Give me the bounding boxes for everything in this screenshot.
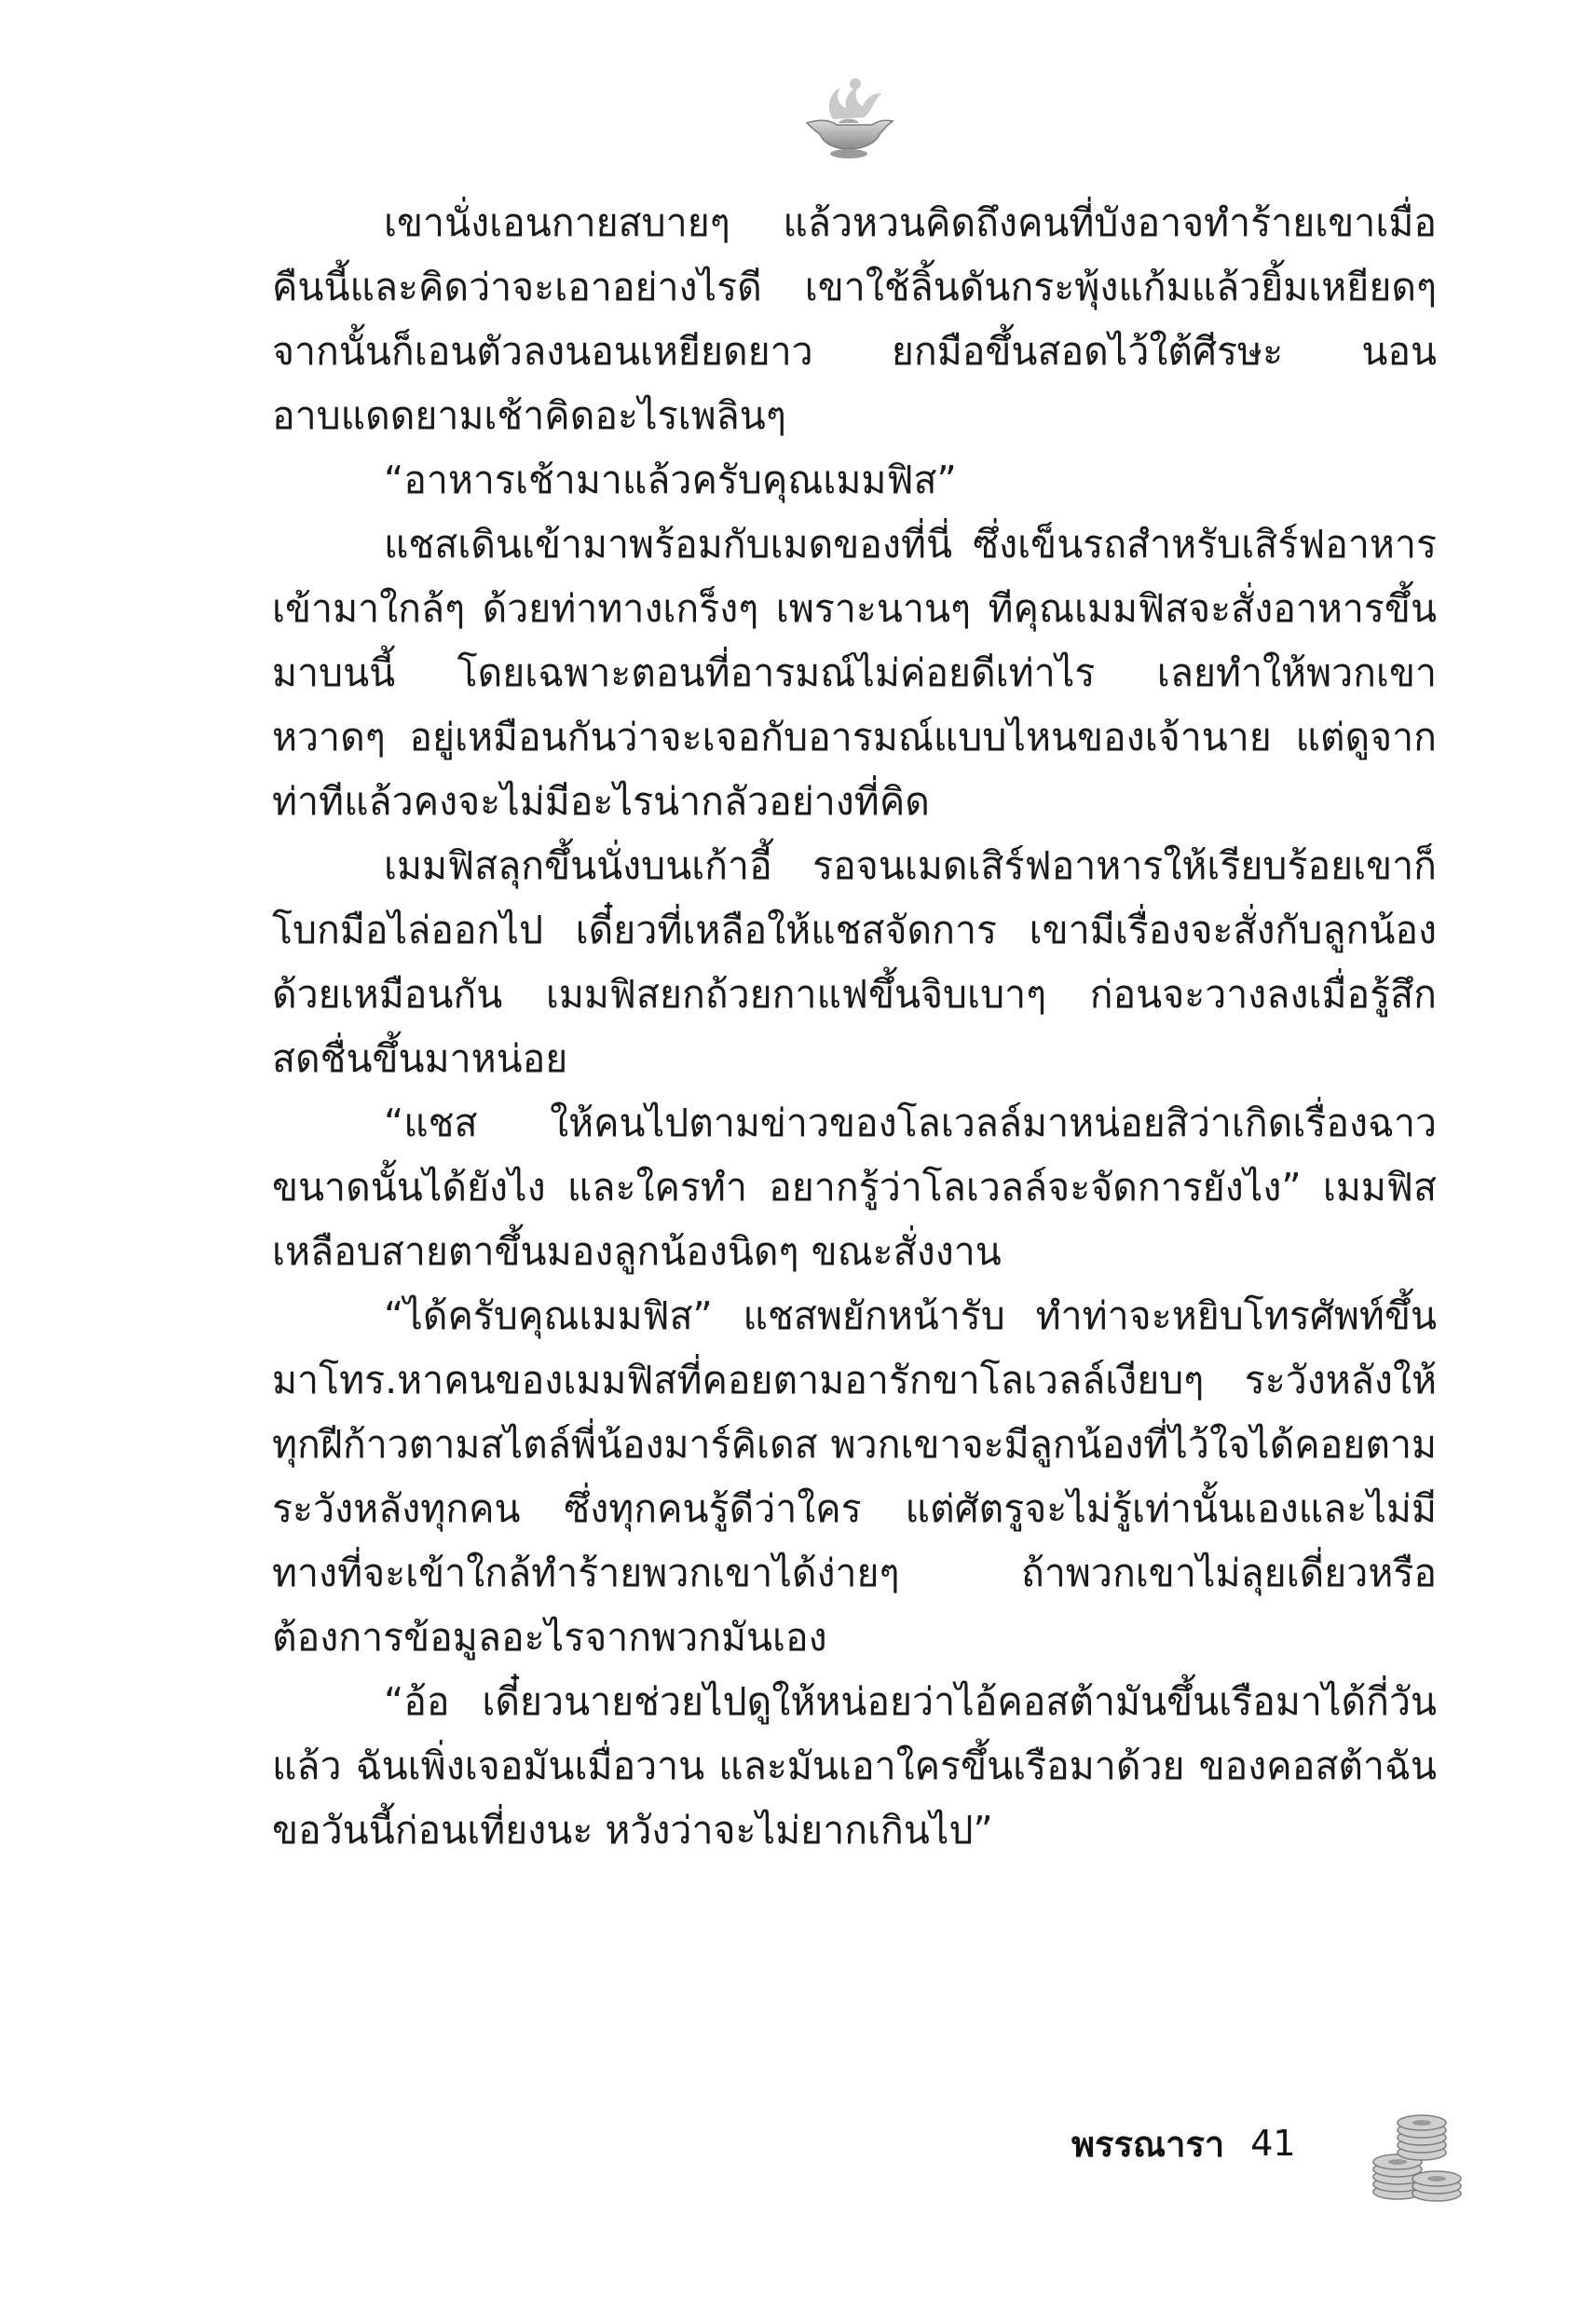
paragraph: “อาหารเช้ามาแล้วครับคุณเมมฟิส” xyxy=(384,458,957,502)
body-text xyxy=(272,191,1437,1863)
paragraph: “ได้ครับคุณเมมฟิส” แชสพยักหน้ารับ ทำท่าจะหยิบโทรศัพท์ขึ้นมาโทร.หาคนของเมมฟิสที่คอยตามอารักขาโลเวลล์เงียบๆ ระวังหลังให้ทุกฝีก้าวตามสไตล์พี่น้องมาร์คิเดส พวกเขาจะมีลูกน้องที่ไว้ใจได้คอยตามระวังหลังทุกคน ซึ่งทุกคนรู้ดีว่าใคร แต่ศัตรูจะไม่รู้เท่านั้นเองและไม่มีทางที่จะเข้าใกล้ทำร้ายพวกเขาได้ง่ายๆ ถ้าพวกเขาไม่ลุยเดี่ยวหรือต้องการข้อมูลอะไรจากพวกมันเอง xyxy=(272,1293,1437,1660)
paragraph: “แชส ให้คนไปตามข่าวของโลเวลล์มาหน่อยสิว่าเกิดเรื่องฉาวขนาดนั้นได้ยังไง และใครทำ อยากรู้ว่าโลเวลล์จะจัดการยังไง” เมมฟิสเหลือบสายตาขึ้นมองลูกน้องนิดๆ ขณะสั่งงาน xyxy=(272,1101,1437,1274)
casino-chips-icon xyxy=(1360,2106,1472,2208)
paragraph: แชสเดินเข้ามาพร้อมกับเมดของที่นี่ ซึ่งเข็นรถสำหรับเสิร์ฟอาหารเข้ามาใกล้ๆ ด้วยท่าทางเกร็งๆ เพราะนานๆ ทีคุณเมมฟิสจะสั่งอาหารขึ้นมาบนนี้ โดยเฉพาะตอนที่อารมณ์ไม่ค่อยดีเท่าไร เลยทำให้พวกเขาหวาดๆ อยู่เหมือนกันว่าจะเจอกับอารมณ์แบบไหนของเจ้านาย แต่ดูจากท่าทีแล้วคงจะไม่มีอะไรน่ากลัวอย่างที่คิด xyxy=(272,522,1437,824)
paragraph: เขานั่งเอนกายสบายๆ แล้วหวนคิดถึงคนที่บังอาจทำร้ายเขาเมื่อคืนนี้และคิดว่าจะเอาอย่างไรดี เขาใช้ลิ้นดันกระพุ้งแก้มแล้วยิ้มเหยียดๆ จากนั้นก็เอนตัวลงนอนเหยียดยาว ยกมือขึ้นสอดไว้ใต้ศีรษะ นอนอาบแดดยามเช้าคิดอะไรเพลินๆ xyxy=(272,200,1437,438)
author-name: พรรณารา xyxy=(1071,2123,1225,2165)
paragraph: เมมฟิสลุกขึ้นนั่งบนเก้าอี้ รอจนเมดเสิร์ฟอาหารให้เรียบร้อยเขาก็โบกมือไล่ออกไป เดี๋ยวที่เหลือให้แชสจัดการ เขามีเรื่องจะสั่งกับลูกน้องด้วยเหมือนกัน เมมฟิสยกถ้วยกาแฟขึ้นจิบเบาๆ ก่อนจะวางลงเมื่อรู้สึกสดชื่นขึ้นมาหน่อย xyxy=(272,843,1437,1081)
page-footer xyxy=(1071,2115,1296,2171)
paragraph: “อ้อ เดี๋ยวนายช่วยไปดูให้หน่อยว่าไอ้คอสต้ามันขึ้นเรือมาได้กี่วันแล้ว ฉันเพิ่งเจอมันเมื่อวาน และมันเอาใครขึ้นเรือมาด้วย ของคอสต้าฉันขอวันนี้ก่อนเที่ยงนะ หวังว่าจะไม่ยากเกินไป” xyxy=(272,1679,1437,1853)
genie-lamp-icon xyxy=(798,65,900,168)
page-number: 41 xyxy=(1250,2123,1296,2164)
